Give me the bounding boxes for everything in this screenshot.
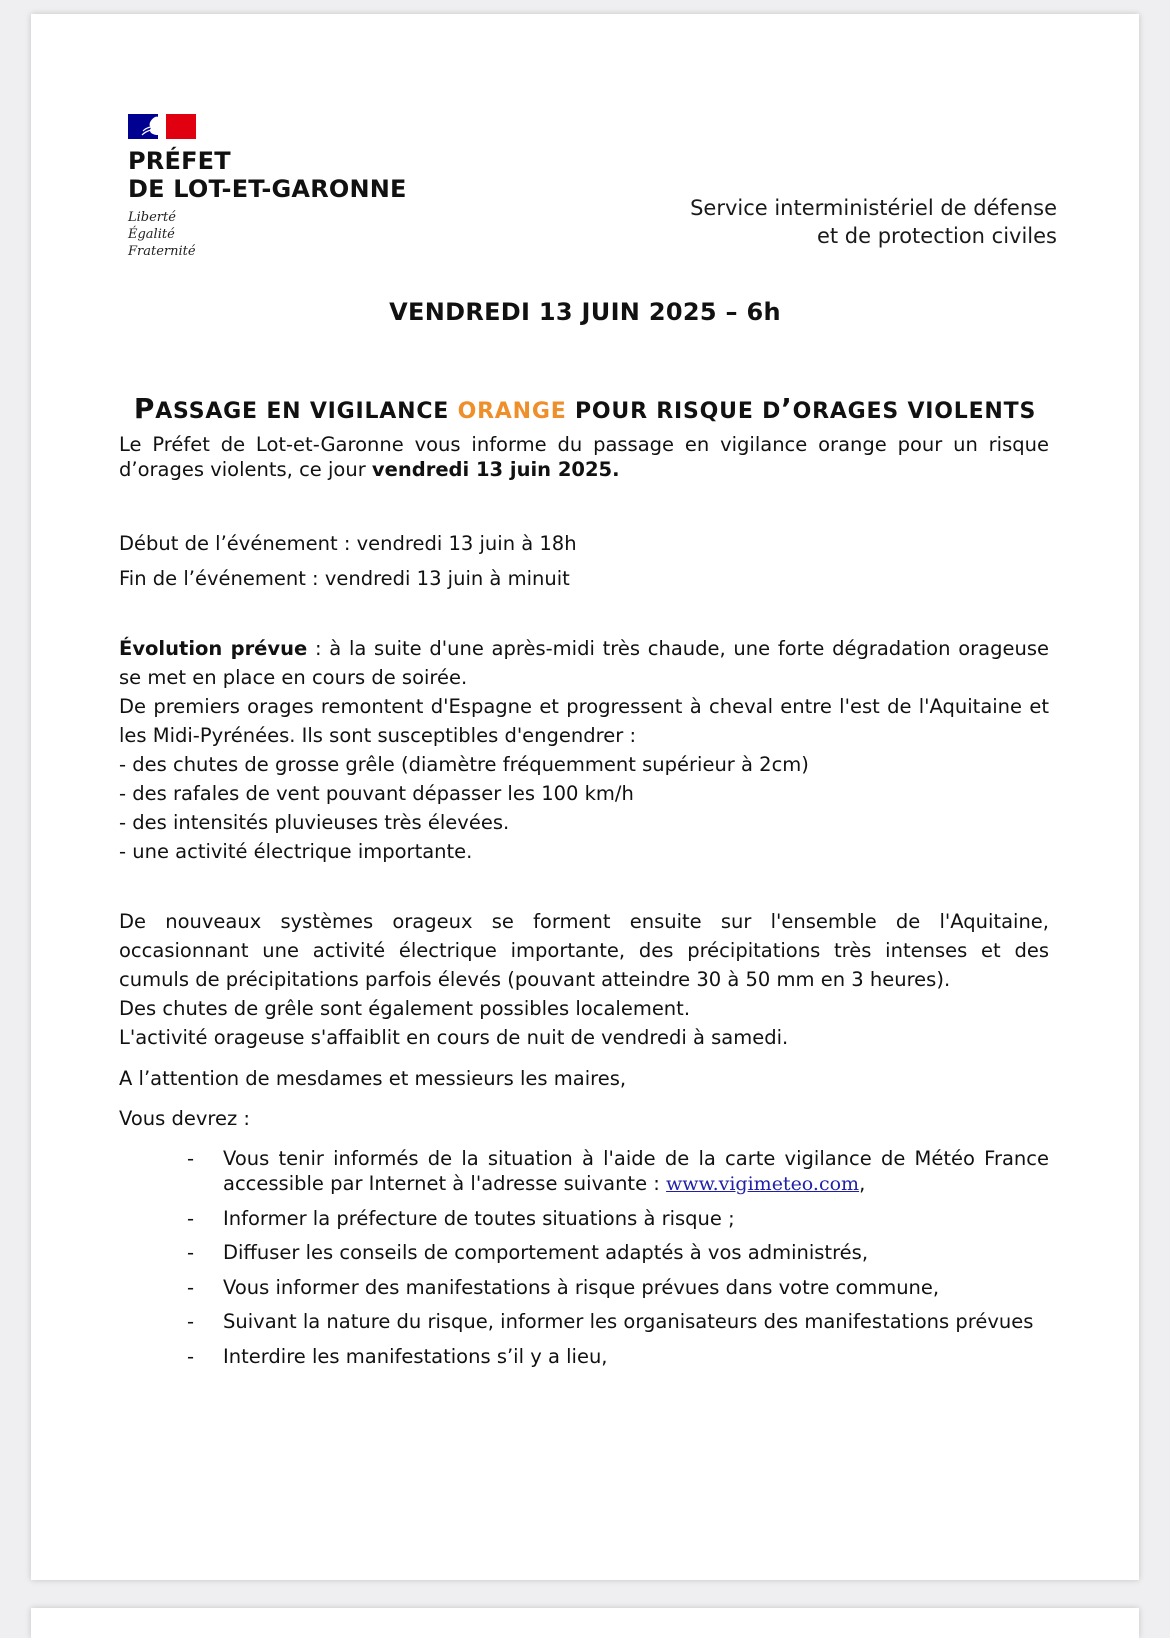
bullet-dash: - bbox=[187, 1345, 195, 1368]
heading-part3: ORAGES VIOLENTS bbox=[792, 399, 1037, 424]
instruction-text: Diffuser les conseils de comportement adaptés à vos administrés, bbox=[223, 1241, 869, 1264]
instruction-b1-text: Vous tenir informés de la situation à l'aide de la carte vigilance de Météo France accessible par Internet à l'adresse suivante : bbox=[223, 1147, 1049, 1195]
evolution-text1: : à la suite d'une après-midi très chaude, une forte dégradation orageuse se met en place en cours de soirée. bbox=[119, 637, 1049, 689]
instruction-text: Informer la préfecture de toutes situations à risque ; bbox=[223, 1207, 735, 1230]
bullet-dash: - bbox=[187, 1310, 195, 1333]
date-title: VENDREDI 13 JUIN 2025 – 6h bbox=[389, 298, 781, 326]
evolution-label: Évolution prévue bbox=[119, 637, 308, 660]
prefet-title-line1: PRÉFET bbox=[128, 147, 231, 175]
bullet-dash: - bbox=[187, 1276, 195, 1299]
instruction-text bbox=[223, 1146, 1049, 1197]
evolution-text2: De premiers orages remontent d'Espagne et progressent à cheval entre l'est de l'Aquitaine et les Midi-Pyrénées. Ils sont susceptibles d'engendrer : bbox=[119, 695, 1049, 747]
bullet-dash: - bbox=[187, 1147, 195, 1170]
service-line1: Service interministériel de défense bbox=[690, 196, 1057, 220]
service-line2: et de protection civiles bbox=[816, 224, 1057, 248]
bullet-dash: - bbox=[187, 1241, 195, 1264]
evolution-paragraph bbox=[119, 634, 1049, 692]
new-systems-text1: De nouveaux systèmes orageux se forment ensuite sur l'ensemble de l'Aquitaine, occasionnant une activité électrique importante, des précipitations très intenses et des cumuls de précipitations parfois élevés (pouvant atteindre 30 à 50 mm en 3 heures). bbox=[119, 910, 1049, 991]
instruction-item bbox=[119, 1344, 1049, 1369]
instruction-item bbox=[119, 1309, 1049, 1334]
event-begin: Début de l’événement : vendredi 13 juin à 18h bbox=[119, 532, 577, 555]
intro-date: vendredi 13 juin 2025. bbox=[371, 458, 620, 481]
instruction-text: Suivant la nature du risque, informer les organisateurs des manifestations prévues bbox=[223, 1310, 1034, 1333]
bullet-dash: - bbox=[187, 1207, 195, 1230]
evolution-item: - des chutes de grosse grêle (diamètre fréquemment supérieur à 2cm) bbox=[119, 753, 809, 776]
republic-motto bbox=[128, 209, 407, 260]
mayors-attention: A l’attention de mesdames et messieurs les maires, bbox=[119, 1067, 627, 1090]
document-page bbox=[31, 14, 1139, 1580]
event-end: Fin de l’événement : vendredi 13 juin à minuit bbox=[119, 567, 570, 590]
heading-initial: P bbox=[133, 392, 156, 425]
heading-apostrophe: ’ bbox=[781, 392, 793, 425]
new-systems-text2: Des chutes de grêle sont également possibles localement. bbox=[119, 997, 691, 1020]
intro-text: Le Préfet de Lot-et-Garonne vous informe du passage en vigilance orange pour un risque d’orages violents, ce jour bbox=[119, 433, 1049, 481]
motto-egalite: Égalité bbox=[128, 227, 175, 242]
evolution-item: - des rafales de vent pouvant dépasser les 100 km/h bbox=[119, 782, 634, 805]
vous-devrez: Vous devrez : bbox=[119, 1107, 250, 1130]
motto-liberte: Liberté bbox=[128, 210, 176, 225]
motto-fraternite: Fraternité bbox=[128, 244, 196, 259]
heading-orange-word: ORANGE bbox=[457, 399, 567, 424]
heading-part1: ASSAGE EN VIGILANCE bbox=[155, 399, 458, 424]
intro-paragraph bbox=[119, 432, 1049, 482]
prefet-title-line2: DE LOT-ET-GARONNE bbox=[128, 175, 407, 203]
vigimeteo-link[interactable]: www.vigimeteo.com bbox=[666, 1173, 860, 1195]
evolution-section bbox=[119, 634, 1049, 866]
new-systems-text3: L'activité orageuse s'affaiblit en cours de nuit de vendredi à samedi. bbox=[119, 1026, 789, 1049]
instruction-text: Vous informer des manifestations à risque prévues dans votre commune, bbox=[223, 1276, 940, 1299]
service-name bbox=[690, 194, 1057, 250]
evolution-item: - des intensités pluvieuses très élevées. bbox=[119, 811, 510, 834]
marianne-flag-icon bbox=[128, 114, 196, 139]
instruction-b1-tail: , bbox=[859, 1172, 866, 1195]
instruction-item bbox=[119, 1206, 1049, 1231]
evolution-item: - une activité électrique importante. bbox=[119, 840, 473, 863]
prefecture-logo bbox=[128, 114, 407, 260]
instruction-text: Interdire les manifestations s’il y a lieu, bbox=[223, 1345, 608, 1368]
heading-part2: POUR RISQUE D bbox=[566, 399, 782, 424]
new-systems-section bbox=[119, 907, 1049, 1052]
instruction-item bbox=[119, 1275, 1049, 1300]
instruction-item bbox=[119, 1240, 1049, 1265]
instruction-item bbox=[119, 1146, 1049, 1197]
next-page-edge bbox=[31, 1608, 1139, 1638]
alert-heading bbox=[31, 392, 1139, 425]
